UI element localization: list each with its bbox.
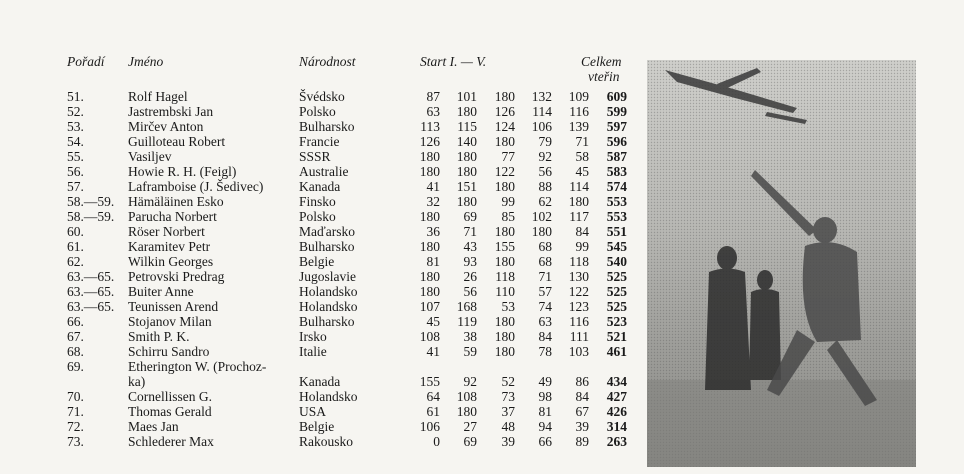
row-nationality: Švédsko bbox=[299, 89, 345, 104]
row-score: 68 bbox=[538, 254, 552, 269]
row-score: 71 bbox=[538, 269, 552, 284]
row-rank: 66. bbox=[67, 314, 84, 329]
row-score: 180 bbox=[494, 179, 515, 194]
row-score: 99 bbox=[575, 239, 589, 254]
row-nationality: Francie bbox=[299, 134, 340, 149]
row-rank: 54. bbox=[67, 134, 84, 149]
row-score: 111 bbox=[569, 329, 589, 344]
row-score: 78 bbox=[538, 344, 552, 359]
row-total: 540 bbox=[606, 254, 627, 269]
row-total: 461 bbox=[606, 344, 627, 359]
row-total: 314 bbox=[606, 419, 627, 434]
row-score: 124 bbox=[494, 119, 515, 134]
row-score: 180 bbox=[419, 164, 440, 179]
row-score: 106 bbox=[419, 419, 440, 434]
row-name: Petrovski Predrag bbox=[128, 269, 225, 284]
row-name: Howie R. H. (Feigl) bbox=[128, 164, 237, 179]
row-total: 574 bbox=[606, 179, 627, 194]
row-score: 180 bbox=[494, 314, 515, 329]
row-score: 38 bbox=[463, 329, 477, 344]
row-score: 93 bbox=[463, 254, 477, 269]
row-nationality: Australie bbox=[299, 164, 349, 179]
row-score: 27 bbox=[463, 419, 477, 434]
row-score: 180 bbox=[456, 164, 477, 179]
row-score: 92 bbox=[538, 149, 552, 164]
row-score: 64 bbox=[426, 389, 440, 404]
row-nationality: Irsko bbox=[299, 329, 327, 344]
row-score: 155 bbox=[419, 374, 440, 389]
row-score: 180 bbox=[456, 404, 477, 419]
row-name: Hämäläinen Esko bbox=[128, 194, 224, 209]
photo-model-glider bbox=[647, 60, 916, 467]
row-nationality: Finsko bbox=[299, 194, 336, 209]
row-score: 117 bbox=[569, 209, 589, 224]
row-score: 84 bbox=[575, 389, 589, 404]
row-score: 26 bbox=[463, 269, 477, 284]
row-name: Schirru Sandro bbox=[128, 344, 210, 359]
row-total: 551 bbox=[606, 224, 627, 239]
row-score: 180 bbox=[419, 269, 440, 284]
row-score: 94 bbox=[538, 419, 552, 434]
row-score: 101 bbox=[456, 89, 477, 104]
row-rank: 56. bbox=[67, 164, 84, 179]
row-name: Mirčev Anton bbox=[128, 119, 204, 134]
row-rank: 61. bbox=[67, 239, 84, 254]
row-score: 126 bbox=[419, 134, 440, 149]
row-score: 41 bbox=[426, 179, 440, 194]
row-total: 587 bbox=[606, 149, 627, 164]
row-rank: 63.—65. bbox=[67, 269, 115, 284]
row-score: 122 bbox=[494, 164, 515, 179]
row-score: 180 bbox=[456, 149, 477, 164]
row-score: 180 bbox=[494, 89, 515, 104]
row-name: ka) bbox=[128, 374, 146, 389]
row-score: 39 bbox=[575, 419, 589, 434]
row-nationality: Holandsko bbox=[299, 389, 358, 404]
row-score: 180 bbox=[494, 134, 515, 149]
row-score: 45 bbox=[426, 314, 440, 329]
row-rank: 72. bbox=[67, 419, 84, 434]
row-score: 180 bbox=[419, 149, 440, 164]
row-total: 597 bbox=[606, 119, 627, 134]
row-name: Jastrembski Jan bbox=[128, 104, 214, 119]
row-score: 68 bbox=[538, 239, 552, 254]
row-rank: 71. bbox=[67, 404, 84, 419]
row-name: Laframboise (J. Šedivec) bbox=[128, 179, 264, 194]
row-nationality: Belgie bbox=[299, 254, 335, 269]
row-total: 599 bbox=[606, 104, 627, 119]
row-score: 132 bbox=[531, 89, 552, 104]
row-nationality: Jugoslavie bbox=[299, 269, 356, 284]
row-score: 126 bbox=[494, 104, 515, 119]
row-score: 86 bbox=[575, 374, 589, 389]
row-nationality: Polsko bbox=[299, 104, 336, 119]
row-score: 180 bbox=[419, 239, 440, 254]
row-nationality: Bulharsko bbox=[299, 119, 355, 134]
row-score: 103 bbox=[568, 344, 589, 359]
row-score: 53 bbox=[501, 299, 515, 314]
row-score: 130 bbox=[568, 269, 589, 284]
row-score: 37 bbox=[501, 404, 515, 419]
row-total: 553 bbox=[606, 209, 627, 224]
row-score: 180 bbox=[419, 284, 440, 299]
row-total: 523 bbox=[606, 314, 627, 329]
row-total: 427 bbox=[606, 389, 627, 404]
row-nationality: SSSR bbox=[299, 149, 331, 164]
row-score: 116 bbox=[569, 104, 589, 119]
row-score: 123 bbox=[568, 299, 589, 314]
header-nationality: Národnost bbox=[299, 54, 356, 69]
row-name: Wilkin Georges bbox=[128, 254, 214, 269]
row-rank: 69. bbox=[67, 359, 84, 374]
header-total: Celkem bbox=[581, 54, 622, 69]
photo-illustration bbox=[647, 60, 916, 467]
row-score: 71 bbox=[575, 134, 589, 149]
row-score: 57 bbox=[538, 284, 552, 299]
row-nationality: Italie bbox=[299, 344, 327, 359]
row-name: Karamitev Petr bbox=[128, 239, 211, 254]
row-rank: 67. bbox=[67, 329, 84, 344]
row-nationality: Maďarsko bbox=[299, 224, 355, 239]
row-score: 73 bbox=[501, 389, 515, 404]
row-rank: 58.—59. bbox=[67, 194, 115, 209]
row-nationality: Kanada bbox=[299, 179, 341, 194]
row-rank: 70. bbox=[67, 389, 84, 404]
row-score: 61 bbox=[426, 404, 440, 419]
row-score: 66 bbox=[538, 434, 552, 449]
row-rank: 60. bbox=[67, 224, 84, 239]
row-score: 180 bbox=[568, 194, 589, 209]
row-score: 49 bbox=[538, 374, 552, 389]
row-name: Rolf Hagel bbox=[128, 89, 188, 104]
row-total: 525 bbox=[606, 269, 627, 284]
row-score: 58 bbox=[575, 149, 589, 164]
row-score: 114 bbox=[569, 179, 589, 194]
row-score: 180 bbox=[419, 209, 440, 224]
row-rank: 63.—65. bbox=[67, 284, 115, 299]
row-nationality: Rakousko bbox=[299, 434, 353, 449]
row-score: 180 bbox=[456, 104, 477, 119]
row-rank: 68. bbox=[67, 344, 84, 359]
row-score: 155 bbox=[494, 239, 515, 254]
row-name: Thomas Gerald bbox=[128, 404, 212, 419]
row-score: 41 bbox=[426, 344, 440, 359]
row-nationality: Holandsko bbox=[299, 284, 358, 299]
row-score: 56 bbox=[463, 284, 477, 299]
header-rounds: Start I. — V. bbox=[420, 54, 487, 69]
row-score: 106 bbox=[531, 119, 552, 134]
row-score: 180 bbox=[494, 344, 515, 359]
row-name: Parucha Norbert bbox=[128, 209, 217, 224]
row-score: 63 bbox=[538, 314, 552, 329]
row-score: 102 bbox=[531, 209, 552, 224]
row-score: 63 bbox=[426, 104, 440, 119]
row-score: 39 bbox=[501, 434, 515, 449]
row-score: 98 bbox=[538, 389, 552, 404]
row-score: 116 bbox=[569, 314, 589, 329]
row-score: 180 bbox=[531, 224, 552, 239]
row-name: Smith P. K. bbox=[128, 329, 190, 344]
row-score: 108 bbox=[419, 329, 440, 344]
row-score: 151 bbox=[456, 179, 477, 194]
row-score: 0 bbox=[433, 434, 440, 449]
row-score: 89 bbox=[575, 434, 589, 449]
row-total: 525 bbox=[606, 284, 627, 299]
row-score: 69 bbox=[463, 209, 477, 224]
row-score: 180 bbox=[494, 254, 515, 269]
row-score: 84 bbox=[575, 224, 589, 239]
row-rank: 62. bbox=[67, 254, 84, 269]
row-name: Buiter Anne bbox=[128, 284, 194, 299]
row-score: 168 bbox=[456, 299, 477, 314]
row-score: 109 bbox=[568, 89, 589, 104]
row-name: Etherington W. (Prochoz- bbox=[128, 359, 267, 374]
row-total: 426 bbox=[606, 404, 627, 419]
row-nationality: USA bbox=[299, 404, 327, 419]
header-total-unit: vteřin bbox=[588, 69, 620, 84]
row-score: 48 bbox=[501, 419, 515, 434]
row-name: Teunissen Arend bbox=[128, 299, 219, 314]
row-score: 85 bbox=[501, 209, 515, 224]
row-score: 110 bbox=[495, 284, 515, 299]
row-rank: 57. bbox=[67, 179, 84, 194]
row-name: Röser Norbert bbox=[128, 224, 205, 239]
header-rank: Pořadí bbox=[67, 54, 105, 69]
row-total: 263 bbox=[606, 434, 627, 449]
row-score: 139 bbox=[568, 119, 589, 134]
row-score: 119 bbox=[457, 314, 477, 329]
row-nationality: Bulharsko bbox=[299, 239, 355, 254]
row-score: 67 bbox=[575, 404, 589, 419]
row-nationality: Belgie bbox=[299, 419, 335, 434]
row-score: 107 bbox=[419, 299, 440, 314]
row-score: 118 bbox=[495, 269, 515, 284]
row-score: 84 bbox=[538, 329, 552, 344]
row-score: 180 bbox=[456, 194, 477, 209]
row-score: 180 bbox=[494, 224, 515, 239]
row-rank: 63.—65. bbox=[67, 299, 115, 314]
row-score: 59 bbox=[463, 344, 477, 359]
row-name: Cornellissen G. bbox=[128, 389, 212, 404]
row-score: 36 bbox=[426, 224, 440, 239]
row-rank: 58.—59. bbox=[67, 209, 115, 224]
row-score: 62 bbox=[538, 194, 552, 209]
row-rank: 73. bbox=[67, 434, 84, 449]
row-nationality: Holandsko bbox=[299, 299, 358, 314]
row-score: 71 bbox=[463, 224, 477, 239]
row-score: 108 bbox=[456, 389, 477, 404]
row-score: 114 bbox=[532, 104, 552, 119]
row-name: Schlederer Max bbox=[128, 434, 214, 449]
row-total: 553 bbox=[606, 194, 627, 209]
row-total: 583 bbox=[606, 164, 627, 179]
row-score: 56 bbox=[538, 164, 552, 179]
row-score: 122 bbox=[568, 284, 589, 299]
row-score: 77 bbox=[501, 149, 515, 164]
row-score: 180 bbox=[494, 329, 515, 344]
row-score: 45 bbox=[575, 164, 589, 179]
row-total: 609 bbox=[606, 89, 627, 104]
row-rank: 53. bbox=[67, 119, 84, 134]
row-score: 43 bbox=[463, 239, 477, 254]
row-rank: 51. bbox=[67, 89, 84, 104]
row-total: 545 bbox=[606, 239, 627, 254]
row-score: 140 bbox=[456, 134, 477, 149]
row-score: 87 bbox=[426, 89, 440, 104]
row-score: 99 bbox=[501, 194, 515, 209]
row-rank: 55. bbox=[67, 149, 84, 164]
header-name: Jméno bbox=[128, 54, 164, 69]
row-total: 525 bbox=[606, 299, 627, 314]
row-nationality: Polsko bbox=[299, 209, 336, 224]
row-score: 52 bbox=[501, 374, 515, 389]
row-score: 92 bbox=[463, 374, 477, 389]
row-rank: 52. bbox=[67, 104, 84, 119]
row-score: 113 bbox=[420, 119, 440, 134]
row-score: 79 bbox=[538, 134, 552, 149]
row-score: 81 bbox=[538, 404, 552, 419]
row-score: 115 bbox=[457, 119, 477, 134]
row-score: 118 bbox=[569, 254, 589, 269]
row-name: Vasiljev bbox=[128, 149, 172, 164]
row-total: 596 bbox=[606, 134, 627, 149]
row-score: 81 bbox=[426, 254, 440, 269]
row-name: Maes Jan bbox=[128, 419, 179, 434]
row-score: 69 bbox=[463, 434, 477, 449]
row-name: Stojanov Milan bbox=[128, 314, 212, 329]
row-nationality: Bulharsko bbox=[299, 314, 355, 329]
row-score: 74 bbox=[538, 299, 552, 314]
row-total: 521 bbox=[606, 329, 627, 344]
row-name: Guilloteau Robert bbox=[128, 134, 226, 149]
row-score: 32 bbox=[426, 194, 440, 209]
row-score: 88 bbox=[538, 179, 552, 194]
row-total: 434 bbox=[606, 374, 627, 389]
row-nationality: Kanada bbox=[299, 374, 341, 389]
